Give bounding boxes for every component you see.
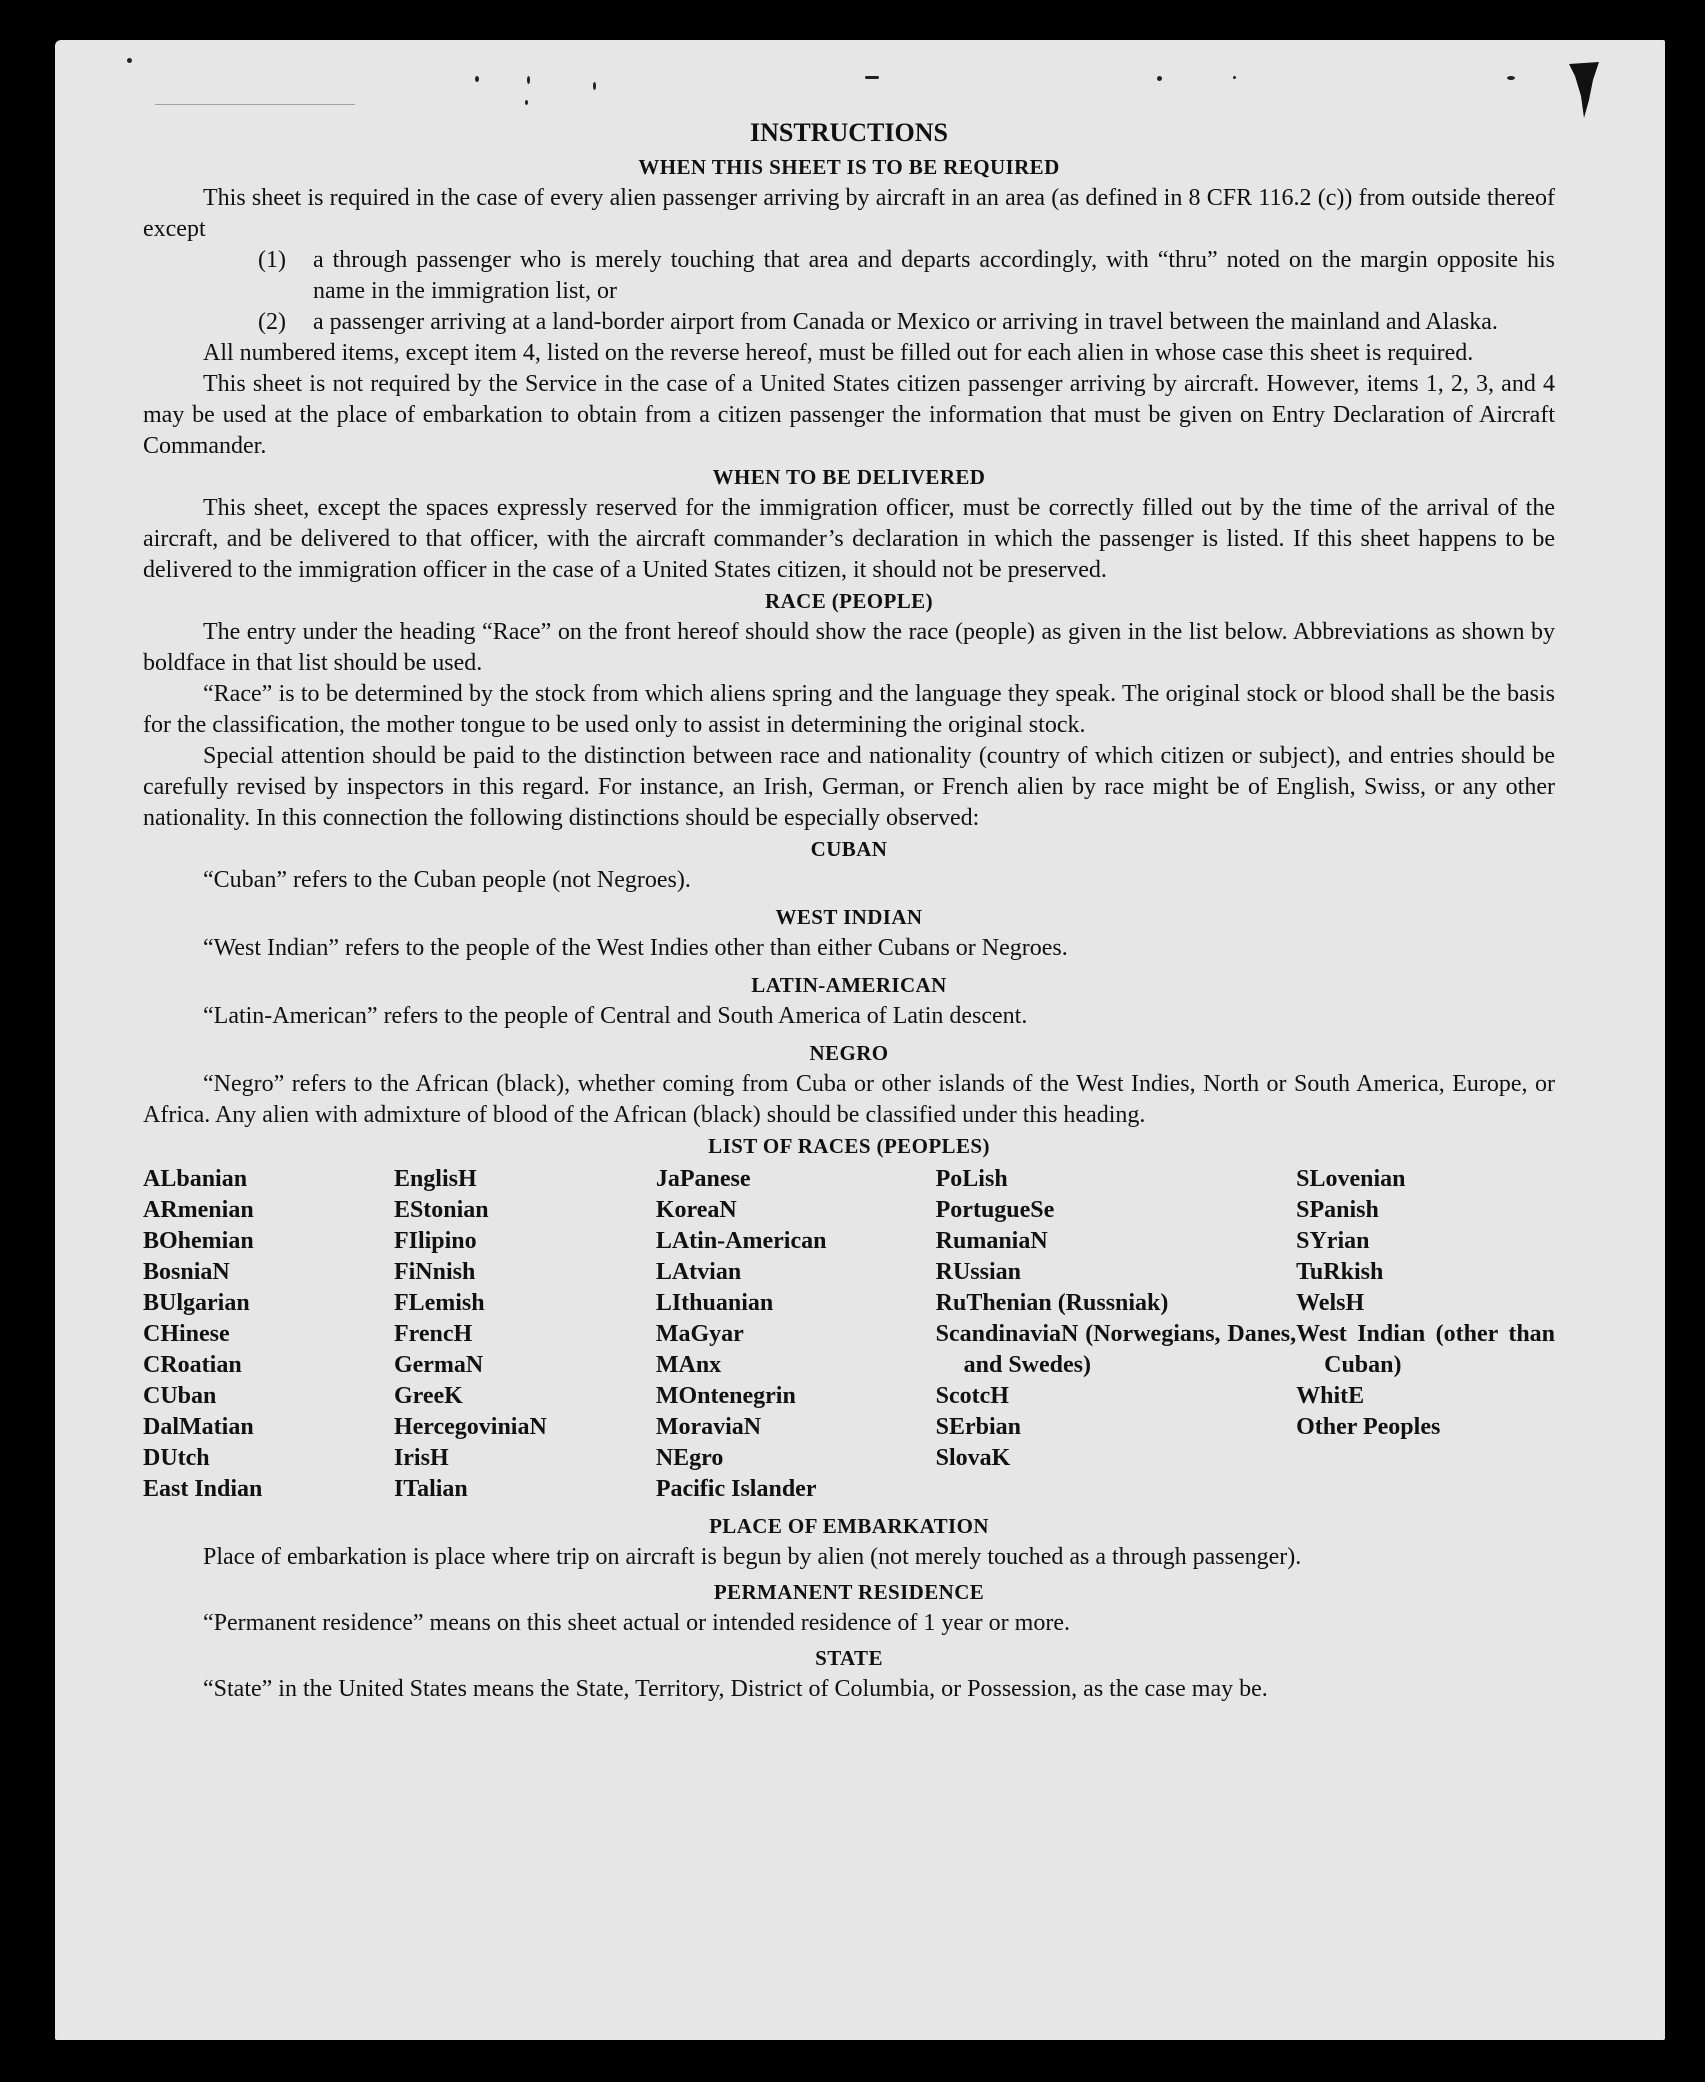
paragraph-race-stock: “Race” is to be determined by the stock from which aliens spring and the language they speak. The original stock or blood shall be the basis for the classification, the mother tongue to be used only to assist in determining the original stock. xyxy=(143,680,1555,738)
race-column-1 xyxy=(143,1164,394,1505)
paragraph-permanent-residence: “Permanent residence” means on this sheet actual or intended residence of 1 year or more. xyxy=(203,1609,1070,1636)
race-column-5 xyxy=(1296,1164,1555,1505)
heading-permanent-residence: PERMANENT RESIDENCE xyxy=(713,1579,985,1604)
exception-text: a through passenger who is merely touching that area and departs accordingly, with “thru” noted on the margin opposite his name in the immigration list, or xyxy=(313,246,1555,304)
race-item: MoraviaN xyxy=(655,1413,762,1440)
race-item: SLovenian xyxy=(1296,1165,1406,1192)
race-item: IrisH xyxy=(393,1444,449,1471)
race-item: CRoatian xyxy=(143,1351,242,1378)
race-item: CHinese xyxy=(143,1320,230,1347)
race-item: DalMatian xyxy=(143,1413,254,1440)
paragraph-negro: “Negro” refers to the African (black), whether coming from Cuba or other islands of the West Indies, North or South America, Europe, or Africa. Any alien with admixture of blood of the African (black) should be classified under this heading. xyxy=(143,1070,1555,1128)
race-item: Other Peoples xyxy=(1296,1413,1441,1440)
exception-item xyxy=(258,307,1555,338)
race-column-2 xyxy=(394,1164,656,1505)
race-item: ScandinaviaN (Norwegians, Danes, and Swedes) xyxy=(935,1320,1297,1378)
race-item: HercegoviniaN xyxy=(393,1413,547,1440)
race-item: EStonian xyxy=(393,1196,489,1223)
race-item: PoLish xyxy=(935,1165,1008,1192)
race-item: BUlgarian xyxy=(143,1289,250,1316)
race-item: SPanish xyxy=(1296,1196,1379,1223)
ink-blot-icon xyxy=(1567,60,1601,120)
race-item: KoreaN xyxy=(655,1196,737,1223)
race-item: GermaN xyxy=(393,1351,484,1378)
paragraph-west-indian: “West Indian” refers to the people of the West Indies other than either Cubans or Negroes. xyxy=(203,934,1068,961)
race-item: BOhemian xyxy=(143,1227,254,1254)
race-item: West Indian (other than Cuban) xyxy=(1296,1320,1556,1378)
paragraph-citizen: This sheet is not required by the Service in the case of a United States citizen passenger arriving by aircraft. However, items 1, 2, 3, and 4 may be used at the place of embarkation to obtain from a citizen passenger the information that must be given on Entry Declaration of Aircraft Commander. xyxy=(143,370,1555,459)
paragraph-latin-american: “Latin-American” refers to the people of Central and South America of Latin descent. xyxy=(203,1002,1028,1029)
race-column-4 xyxy=(936,1164,1296,1505)
paragraph-race-nationality: Special attention should be paid to the distinction between race and nationality (country of which citizen or subject), and entries should be carefully revised by inspectors in this regard. For instance, an Irish, German, or French alien by race might be of English, Swiss, or any other nationality. In this connection the following distinctions should be especially observed: xyxy=(143,742,1555,831)
scan-artifacts xyxy=(55,40,1665,140)
page-title: INSTRUCTIONS xyxy=(750,118,948,147)
heading-west-indian: WEST INDIAN xyxy=(775,904,923,929)
race-item: ITalian xyxy=(393,1475,468,1502)
heading-when-delivered: WHEN TO BE DELIVERED xyxy=(712,464,986,489)
race-item: LAtvian xyxy=(655,1258,742,1285)
race-item: RUssian xyxy=(935,1258,1021,1285)
race-item: NEgro xyxy=(655,1444,724,1471)
heading-when-required: WHEN THIS SHEET IS TO BE REQUIRED xyxy=(638,154,1060,179)
race-item: SErbian xyxy=(935,1413,1022,1440)
race-item: ScotcH xyxy=(935,1382,1009,1409)
heading-cuban: CUBAN xyxy=(810,836,888,861)
heading-embarkation: PLACE OF EMBARKATION xyxy=(709,1513,989,1538)
race-item: FIlipino xyxy=(393,1227,477,1254)
exception-item xyxy=(258,245,1555,307)
heading-list-of-races: LIST OF RACES (PEOPLES) xyxy=(708,1133,990,1158)
race-item: DUtch xyxy=(143,1444,210,1471)
race-item: LAtin-American xyxy=(655,1227,827,1254)
race-item: WelsH xyxy=(1296,1289,1365,1316)
race-item: RuThenian (Russniak) xyxy=(935,1289,1169,1316)
paragraph-embarkation: Place of embarkation is place where trip on aircraft is begun by alien (not merely touched as a through passenger). xyxy=(203,1543,1302,1570)
race-item: BosniaN xyxy=(143,1258,230,1285)
race-item: TuRkish xyxy=(1296,1258,1384,1285)
race-item: JaPanese xyxy=(655,1165,751,1192)
exception-list xyxy=(143,245,1555,338)
race-item: FiNnish xyxy=(393,1258,476,1285)
race-item: FrencH xyxy=(393,1320,473,1347)
race-item: RumaniaN xyxy=(935,1227,1048,1254)
race-column-3 xyxy=(656,1164,936,1505)
race-item: LIthuanian xyxy=(655,1289,774,1316)
paragraph-numbered-items: All numbered items, except item 4, listed on the reverse hereof, must be filled out for each alien in whose case this sheet is required. xyxy=(203,339,1474,366)
race-item: East Indian xyxy=(143,1475,263,1502)
race-item: MAnx xyxy=(655,1351,722,1378)
race-item: SYrian xyxy=(1296,1227,1370,1254)
paragraph-cuban: “Cuban” refers to the Cuban people (not Negroes). xyxy=(203,866,691,893)
document-sheet xyxy=(55,40,1665,2040)
race-item: ARmenian xyxy=(143,1196,254,1223)
race-item: PortugueSe xyxy=(935,1196,1055,1223)
paragraph-state: “State” in the United States means the State, Territory, District of Columbia, or Possession, as the case may be. xyxy=(203,1675,1268,1702)
race-list xyxy=(143,1164,1555,1505)
race-item: EnglisH xyxy=(393,1165,477,1192)
exception-number: (2) xyxy=(258,308,286,335)
race-item: FLemish xyxy=(393,1289,485,1316)
exception-text: a passenger arriving at a land-border airport from Canada or Mexico or arriving in travel between the mainland and Alaska. xyxy=(313,308,1498,335)
paragraph-race-entry: The entry under the heading “Race” on the front hereof should show the race (people) as given in the list below. Abbreviations as shown by boldface in that list should be used. xyxy=(143,618,1555,676)
race-item: CUban xyxy=(143,1382,217,1409)
race-item: MaGyar xyxy=(655,1320,744,1347)
paragraph-delivered: This sheet, except the spaces expressly reserved for the immigration officer, must be correctly filled out by the time of the arrival of the aircraft, and be delivered to that officer, with the aircraft commander’s declaration in which the passenger is listed. If this sheet happens to be delivered to the immigration officer in the case of a United States citizen, it should not be preserved. xyxy=(143,494,1555,583)
exception-number: (1) xyxy=(258,246,286,273)
race-item: SlovaK xyxy=(935,1444,1011,1471)
race-item: WhitE xyxy=(1296,1382,1365,1409)
race-item: MOntenegrin xyxy=(655,1382,796,1409)
heading-race: RACE (PEOPLE) xyxy=(765,588,933,613)
heading-latin-american: LATIN-AMERICAN xyxy=(751,972,947,997)
race-item: ALbanian xyxy=(143,1165,248,1192)
heading-negro: NEGRO xyxy=(809,1040,889,1065)
race-item: Pacific Islander xyxy=(655,1475,817,1502)
heading-state: STATE xyxy=(815,1645,883,1670)
race-item: GreeK xyxy=(393,1382,463,1409)
paragraph-required-intro: This sheet is required in the case of every alien passenger arriving by aircraft in an area (as defined in 8 CFR 116.2 (c)) from outside thereof except xyxy=(143,184,1555,242)
instructions-content xyxy=(143,118,1555,1705)
